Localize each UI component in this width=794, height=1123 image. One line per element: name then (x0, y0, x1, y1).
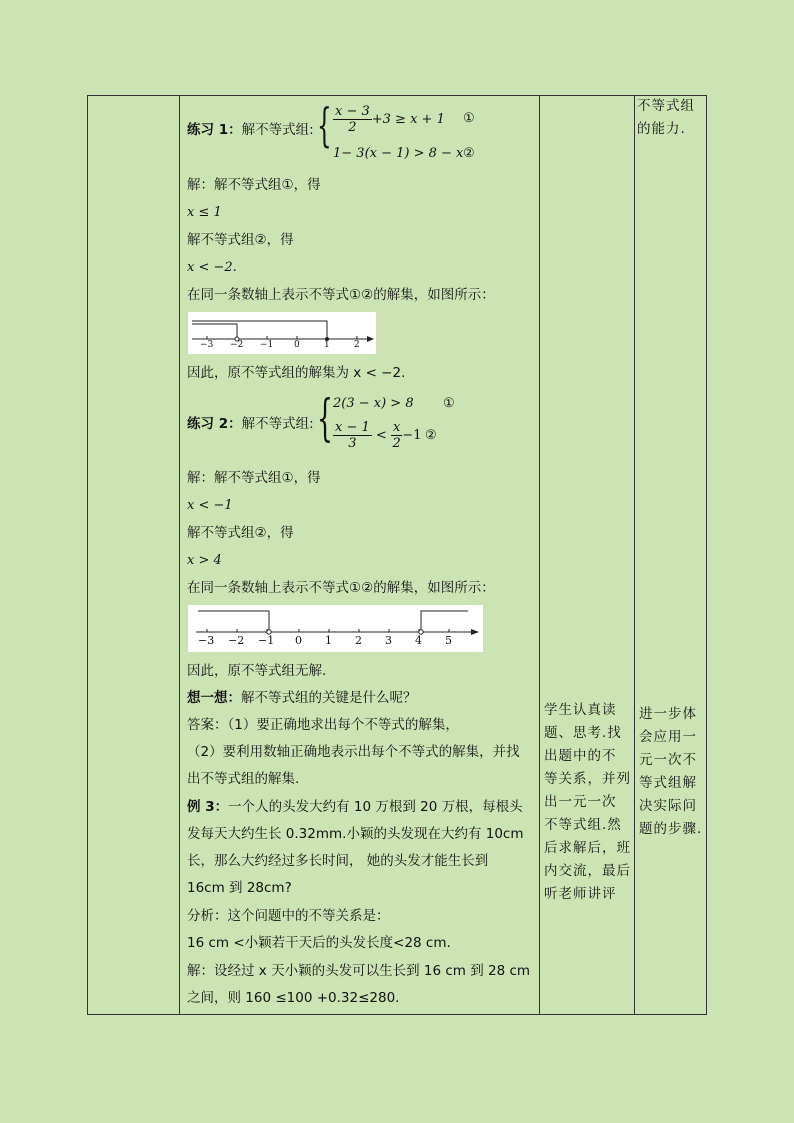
think-answer-3: 出不等式组的解集. (187, 771, 300, 787)
number-line-1 (188, 312, 376, 354)
mark-circle-1: ① (463, 111, 475, 126)
column-divider (539, 96, 540, 1014)
tick-label: 3 (385, 634, 392, 647)
practice1-res1: x ≤ 1 (187, 205, 222, 220)
number-line-2 (188, 605, 483, 652)
practice2-conclusion: 因此，原不等式组无解. (187, 663, 327, 679)
tick-label: −2 (228, 634, 245, 647)
practice2-label: 练习 2：解不等式组: (187, 416, 314, 432)
tick-label: −1 (258, 634, 275, 647)
tick-label: 0 (295, 634, 302, 647)
tick-label: 5 (445, 634, 452, 647)
tick-label: −3 (200, 340, 214, 350)
practice2-sol-intro: 解：解不等式组①，得 (187, 470, 321, 486)
tick-label: 2 (355, 634, 362, 647)
practice2-step2: 解不等式组②，得 (187, 525, 294, 541)
tick-label: −2 (230, 340, 244, 350)
think-question: 想一想：解不等式组的关键是什么呢？ (187, 690, 417, 706)
mark-circle-1: ① (443, 396, 455, 411)
example3-solution-2: 之间，则 160 ≤100 +0.32≤280. (187, 990, 400, 1006)
student-activity-text: 学生认真读 题、思考.找 出题中的不 等关系，并列 出一元一次 不等式组.然 后求解后，班 内交流，最后 听老师讲评 (544, 702, 631, 902)
column-divider (179, 96, 180, 1014)
example3-line2: 发每天大约生长 0.32mm.小颖的头发现在大约有 10cm (187, 826, 524, 842)
practice1-axis-intro: 在同一条数轴上表示不等式①②的解集，如图所示： (187, 287, 495, 303)
system-brace: { (317, 389, 333, 447)
practice2-res2: x > 4 (187, 553, 222, 568)
tick-label: 1 (325, 634, 332, 647)
system-brace: { (317, 98, 332, 152)
practice2-eq2: $\frac{x - 1}{3}$ < $\frac{x}{2}$ −1 (335, 420, 422, 451)
example3-solution-1: 解：设经过 x 天小颖的头发可以生长到 16 cm 到 28 cm (187, 963, 531, 979)
think-answer-1: 答案：（1）要正确地求出每个不等式的解集， (187, 717, 459, 733)
design-intent-top: 不等式组 的能力. (637, 98, 695, 137)
practice1-res2: x < −2. (187, 260, 237, 275)
example3-analysis: 分析：这个问题中的不等关系是： (187, 908, 390, 924)
example3-relation: 16 cm <小颖若干天后的头发长度<28 cm. (187, 935, 451, 951)
tick-label: −3 (198, 634, 215, 647)
example3-line3: 长，那么大约经过多长时间， 她的头发才能生长到 (187, 853, 489, 869)
practice2-eq1: 2(3 − x) > 8 (333, 396, 414, 411)
example3-line4: 16cm 到 28cm? (187, 880, 292, 896)
practice1-sol-intro: 解：解不等式组①，得 (187, 177, 321, 193)
example3-line1: 例 3：一个人的头发大约有 10 万根到 20 万根，每根头 (187, 799, 523, 815)
column-divider (634, 96, 635, 1014)
design-intent-text: 进一步体 会应用一 元一次不 等式组解 决实际问 题的步骤. (639, 706, 703, 837)
practice1-step2: 解不等式组②，得 (187, 232, 294, 248)
lesson-table (87, 95, 707, 1015)
practice1-eq2: 1− 3(x − 1) > 8 − x (333, 146, 464, 161)
practice2-res1: x < −1 (187, 498, 233, 513)
tick-label: 0 (294, 340, 300, 350)
tick-label: −1 (260, 340, 274, 350)
mark-circle-2: ② (425, 428, 437, 443)
think-answer-2: （2）要利用数轴正确地表示出每个不等式的解集，并找 (187, 744, 520, 760)
practice1-conclusion: 因此，原不等式组的解集为 x < −2. (187, 365, 406, 381)
tick-label: 1 (324, 340, 330, 350)
tick-label: 2 (354, 340, 360, 350)
mark-circle-2: ② (463, 146, 475, 161)
practice2-axis-intro: 在同一条数轴上表示不等式①②的解集，如图所示： (187, 580, 495, 596)
table-cell-empty (88, 96, 179, 1014)
practice1-eq1: $\frac{x - 3}{2}$ +3 ≥ x + 1 (335, 104, 445, 135)
content-cell (181, 96, 533, 1014)
practice1-label: 练习 1：解不等式组: (187, 122, 314, 138)
tick-label: 4 (415, 634, 422, 647)
